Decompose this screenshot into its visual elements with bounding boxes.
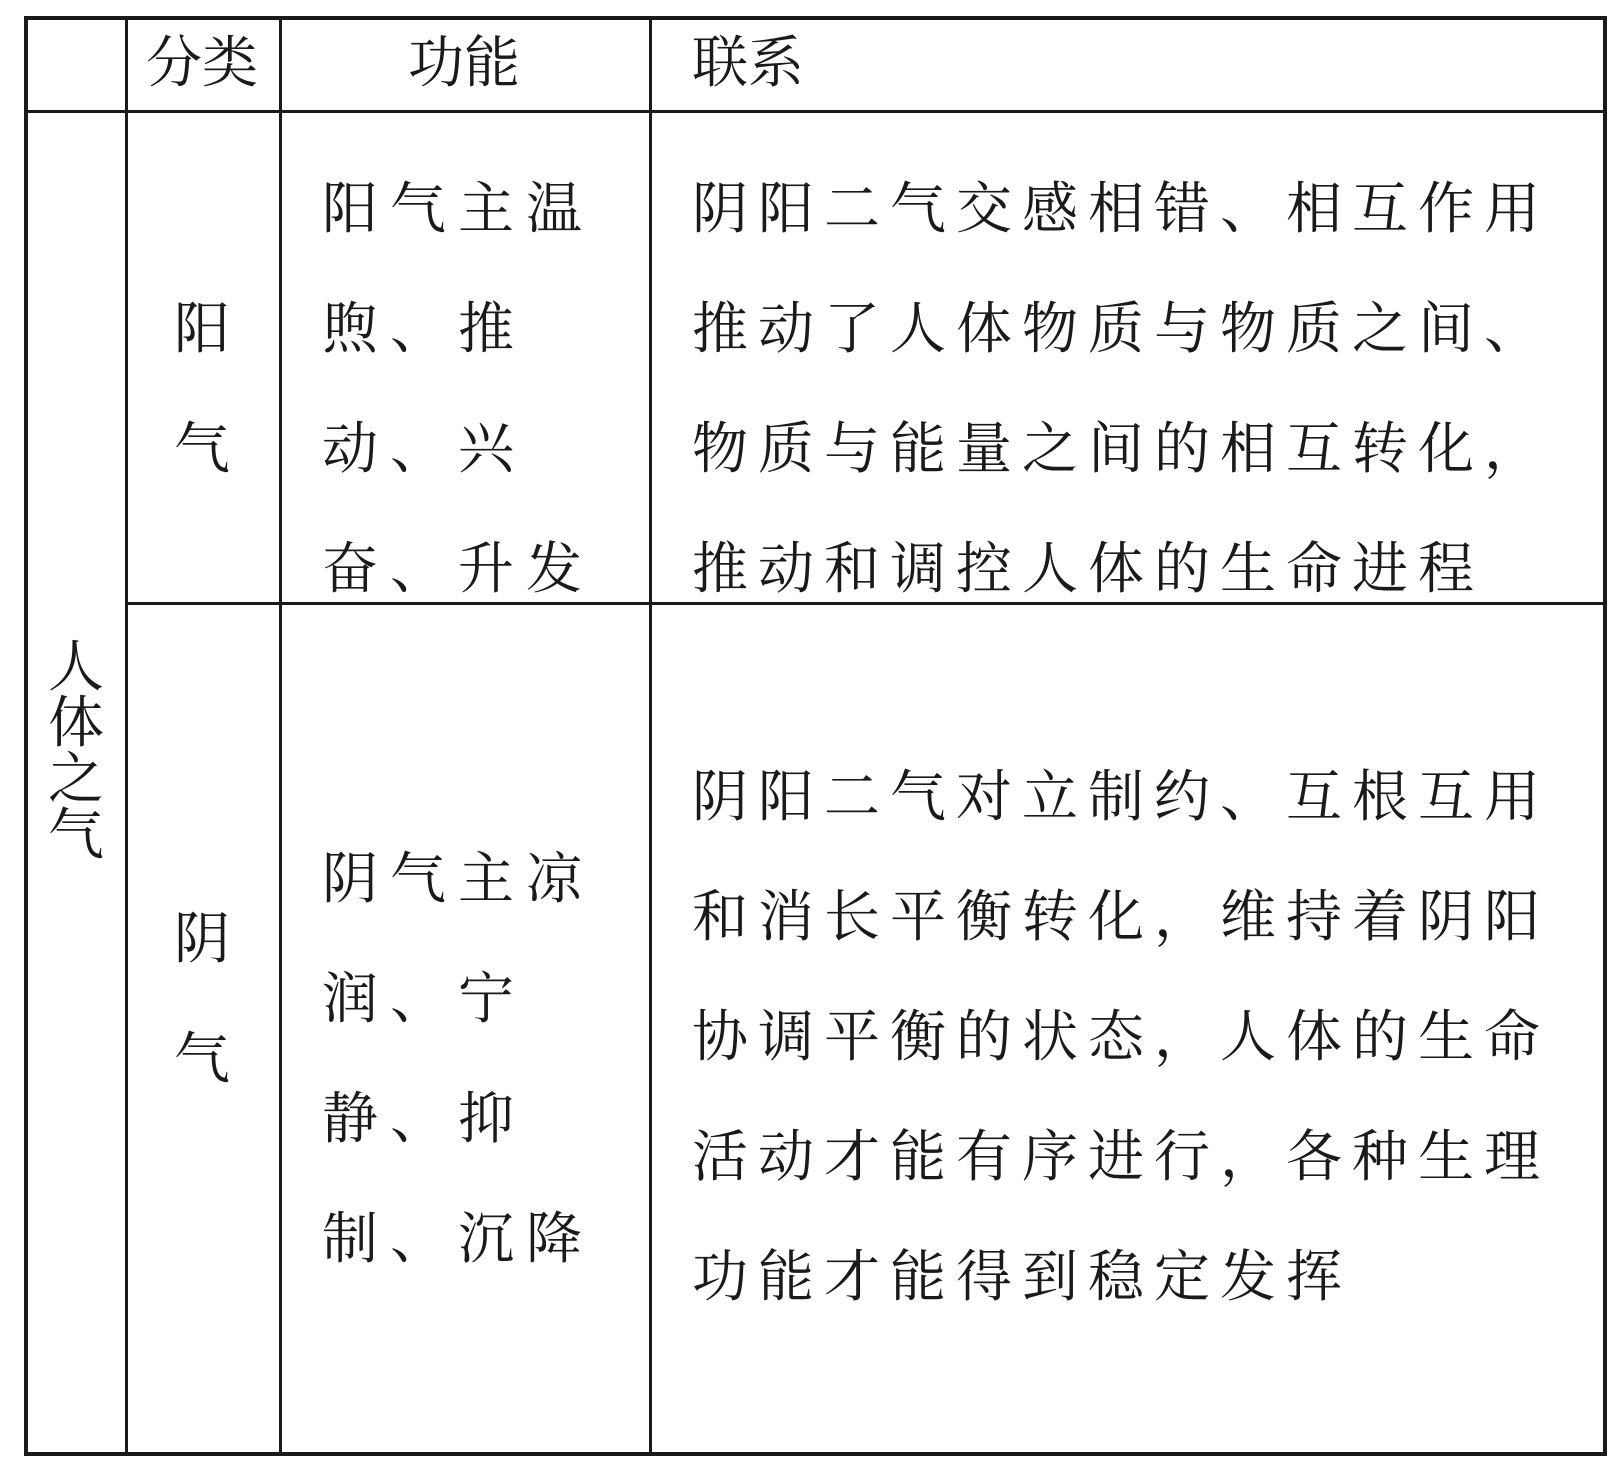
row-category: 阴气 <box>174 907 230 1092</box>
row-function: 阴气主凉润、宁静、抑制、沉降 <box>322 847 594 1272</box>
content-table <box>24 16 1607 1456</box>
row-category: 阳气 <box>174 297 230 482</box>
header-relation: 联系 <box>692 31 804 96</box>
header-divider <box>28 110 1603 113</box>
header-category: 分类 <box>146 31 258 96</box>
group-label: 人体之气 <box>48 635 104 868</box>
row-relation: 阴阳二气交感相错、相互作用推动了人体物质与物质之间、物质与能量之间的相互转化，推动和调控人体的生命进程 <box>692 177 1550 602</box>
column-divider <box>125 20 128 1452</box>
column-divider <box>649 20 652 1452</box>
row-relation: 阴阳二气对立制约、互根互用和消长平衡转化，维持着阴阳协调平衡的状态，人体的生命活动才能有序进行，各种生理功能才能得到稳定发挥 <box>692 765 1550 1310</box>
header-function: 功能 <box>408 31 520 96</box>
row-function: 阳气主温煦、推动、兴奋、升发 <box>322 177 594 602</box>
column-divider <box>279 20 282 1452</box>
